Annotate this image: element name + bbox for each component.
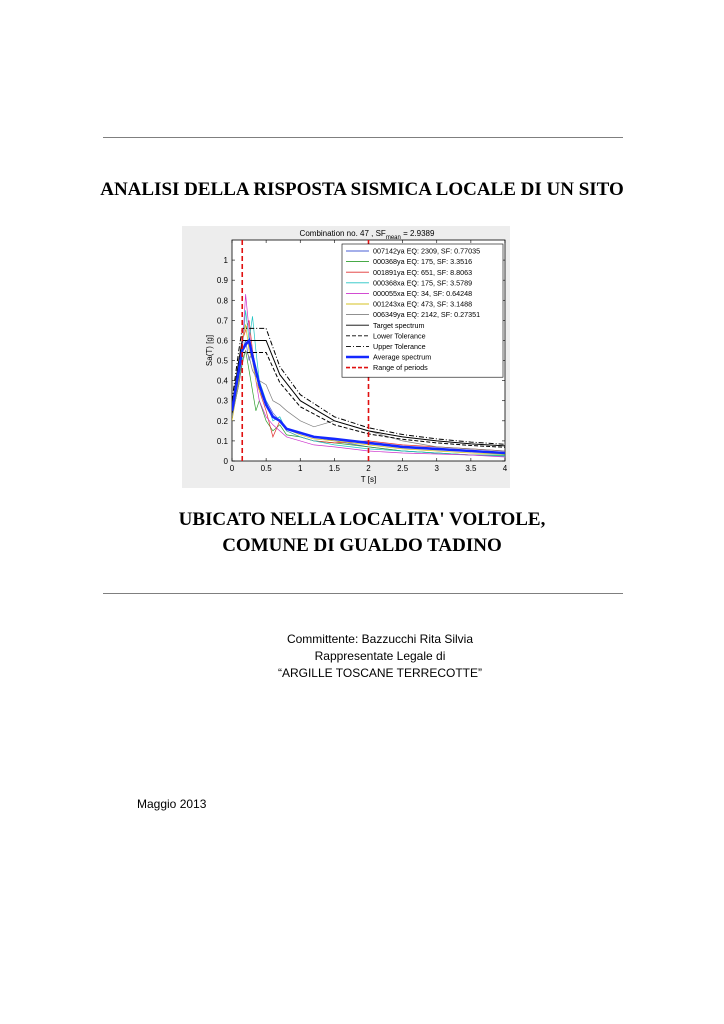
x-tick-label: 1.5 [328, 464, 340, 473]
x-axis-label: T [s] [360, 475, 377, 484]
y-axis-label: Sa(T) [g] [205, 334, 214, 367]
document-title: ANALISI DELLA RISPOSTA SISMICA LOCALE DI UN SITO [100, 179, 624, 200]
legend-label-9: Lower Tolerance [373, 331, 426, 341]
document-date: Maggio 2013 [137, 797, 207, 811]
legend-label-8: Target spectrum [373, 320, 425, 330]
legend-label-4: 000368xa EQ: 175, SF: 3.5789 [373, 278, 473, 288]
location-line-2: COMUNE DI GUALDO TADINO [222, 535, 502, 556]
committente-block [0, 631, 724, 682]
committente-line-2: Rappresentate Legale di [314, 649, 446, 663]
y-tick-label: 0.4 [216, 376, 228, 386]
y-tick-label: 0 [223, 457, 228, 466]
committente-line-3: “ARGILLE TOSCANE TERRECOTTE” [277, 666, 483, 680]
legend-label-11: Average spectrum [373, 352, 432, 362]
bottom-rule [103, 593, 623, 594]
x-tick-label: 3.5 [465, 464, 477, 473]
x-tick-label: 1 [298, 464, 303, 473]
y-tick-label: 0.5 [216, 356, 228, 366]
y-tick-label: 0.8 [216, 296, 228, 306]
top-rule [103, 137, 623, 138]
legend-label-12: Range of periods [373, 363, 428, 373]
chart-title: Combination no. 47 , $SF_{mean} = 2.9389$ [299, 229, 435, 241]
x-tick-label: 0 [229, 464, 235, 473]
location-line-1: UBICATO NELLA LOCALITA' VOLTOLE, [178, 509, 546, 530]
y-tick-label: 0.1 [216, 436, 228, 446]
x-tick-label: 2.5 [397, 464, 409, 473]
legend-label-6: 001243xa EQ: 473, SF: 3.1488 [373, 299, 473, 309]
x-tick-label: 0.5 [260, 464, 272, 473]
legend-label-7: 006349ya EQ: 2142, SF: 0.27351 [373, 310, 481, 320]
y-tick-label: 0.3 [216, 396, 228, 406]
legend-label-5: 000055xa EQ: 34, SF: 0.64248 [373, 289, 473, 298]
x-tick-label: 4 [502, 464, 508, 473]
y-tick-label: 0.6 [216, 336, 228, 346]
response-spectrum-chart [182, 226, 510, 488]
y-tick-label: 0.2 [216, 416, 228, 426]
legend-label-3: 001891ya EQ: 651, SF: 8.8063 [373, 267, 473, 277]
y-tick-label: 0.7 [216, 316, 228, 326]
committente-line-1: Committente: Bazzucchi Rita Silvia [286, 632, 474, 646]
location-block [0, 507, 724, 559]
x-tick-label: 2 [366, 464, 371, 473]
legend-label-10: Upper Tolerance [373, 342, 426, 351]
legend-label-2: 000368ya EQ: 175, SF: 3.3516 [373, 257, 473, 267]
y-tick-label: 1 [223, 256, 228, 266]
legend-label-1: 007142ya EQ: 2309, SF: 0.77035 [373, 246, 481, 256]
y-tick-label: 0.9 [216, 276, 228, 286]
x-tick-label: 3 [434, 464, 439, 473]
